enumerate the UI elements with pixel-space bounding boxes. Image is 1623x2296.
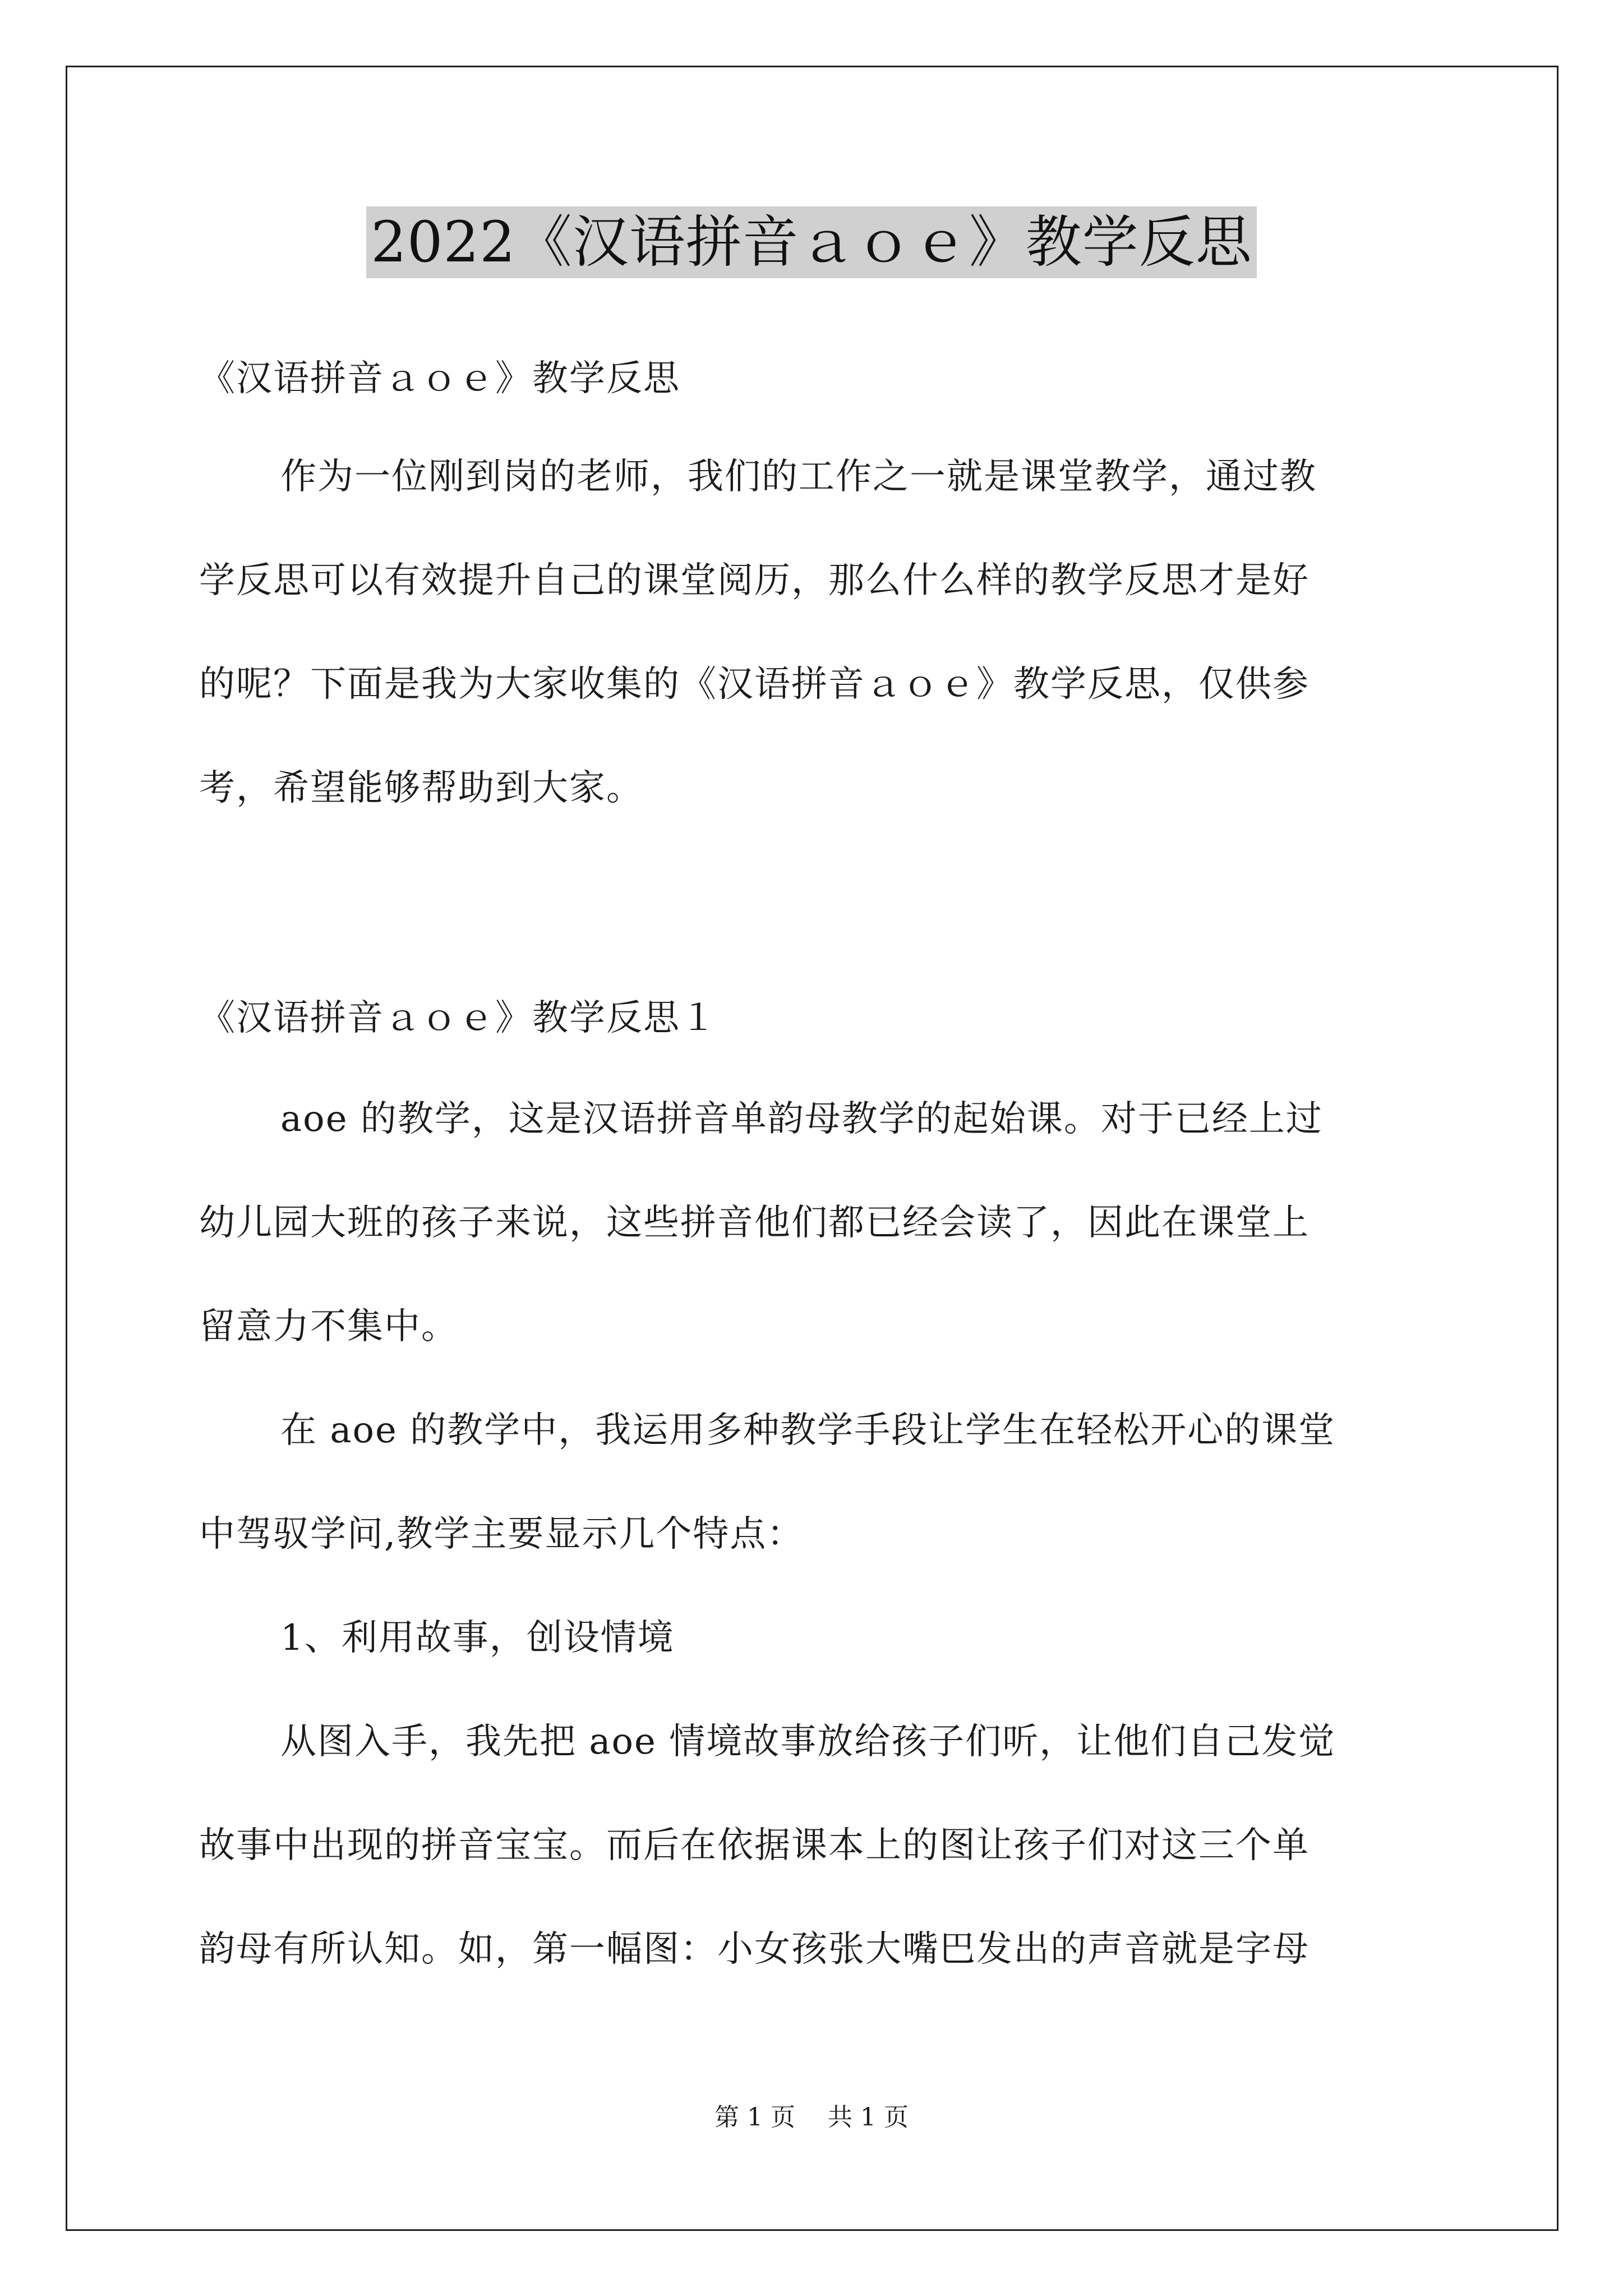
para2-line: 在 aoe 的教学中，我运用多种教学手段让学生在轻松开心的课堂 [280,1410,1336,1451]
para1-line: 留意力不集中。 [199,1306,458,1347]
intro-line: 的呢？下面是我为大家收集的《汉语拼音ａｏｅ》教学反思，仅供参 [199,664,1310,705]
page-total: 共 1 页 [828,2103,909,2132]
intro-line: 作为一位刚到岗的老师，我们的工作之一就是课堂教学，通过教 [280,456,1317,498]
document-title: 2022《汉语拼音ａｏｅ》教学反思 [366,206,1257,278]
point-heading-1: 1、利用故事，创设情境 [280,1617,675,1659]
section-heading-1: 《汉语拼音ａｏｅ》教学反思１ [199,997,717,1039]
section-heading-intro: 《汉语拼音ａｏｅ》教学反思 [199,358,680,399]
para1-line: aoe 的教学，这是汉语拼音单韵母教学的起始课。对于已经上过 [280,1098,1323,1140]
para2-line: 中驾驭学问,教学主要显示几个特点： [199,1513,804,1555]
intro-line: 考，希望能够帮助到大家。 [199,767,643,809]
title-container [0,206,1623,278]
para1-line: 幼儿园大班的孩子来说，这些拼音他们都已经会读了，因此在课堂上 [199,1202,1310,1244]
para3-line: 从图入手，我先把 aoe 情境故事放给孩子们听，让他们自己发觉 [280,1721,1336,1763]
page-footer [0,2101,1623,2134]
page-number: 第 1 页 [714,2103,795,2132]
intro-line: 学反思可以有效提升自己的课堂阅历，那么什么样的教学反思才是好 [199,560,1310,601]
para3-line: 故事中出现的拼音宝宝。而后在依据课本上的图让孩子们对这三个单 [199,1825,1310,1866]
para3-line: 韵母有所认知。如，第一幅图：小女孩张大嘴巴发出的声音就是字母 [199,1929,1310,1970]
